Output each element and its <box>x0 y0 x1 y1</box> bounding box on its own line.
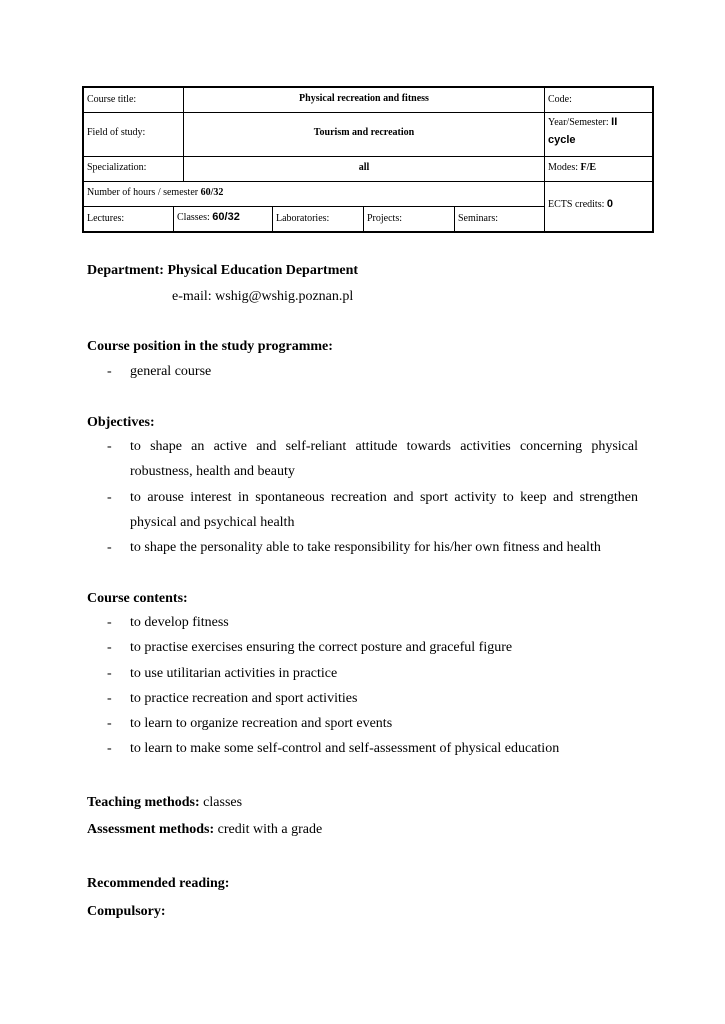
course-title-label: Course title: <box>87 94 137 105</box>
bullet: - <box>107 640 112 655</box>
classes-label: Classes: <box>177 212 210 223</box>
modes-value: F/E <box>580 162 597 173</box>
ects <box>548 198 613 211</box>
bullet: - <box>107 615 112 630</box>
course-contents-heading: Course contents: <box>87 591 188 606</box>
lectures-label: Lectures: <box>87 213 125 224</box>
bullet: - <box>107 439 112 454</box>
code-label: Code: <box>548 94 572 105</box>
department-label: Department: <box>87 263 164 278</box>
bullet: - <box>107 666 112 681</box>
department-heading <box>87 262 358 280</box>
field-of-study: Tourism and recreation <box>313 127 415 138</box>
year-semester <box>548 116 648 151</box>
hours-value: 60/32 <box>200 187 224 198</box>
bullet: - <box>107 364 112 379</box>
ects-value: 0 <box>606 198 614 210</box>
list-item: to practise exercises ensuring the correct posture and graceful figure <box>130 640 513 655</box>
department-name: Physical Education Department <box>167 263 359 278</box>
list-item: to learn to organize recreation and sport events <box>130 716 393 731</box>
bullet: - <box>107 691 112 706</box>
course-title: Physical recreation and fitness <box>299 93 429 104</box>
modes-label: Modes: <box>548 162 578 173</box>
table-divider <box>454 206 455 231</box>
list-item: general course <box>130 364 212 379</box>
table-divider <box>544 88 545 231</box>
list-item-continuation: physical and psychical health <box>130 515 295 530</box>
field-of-study-label: Field of study: <box>87 127 146 138</box>
hours-label: Number of hours / semester <box>87 187 199 198</box>
table-divider <box>363 206 364 231</box>
year-cycle: cycle <box>548 134 576 146</box>
assessment-methods-label: Assessment methods: <box>87 822 215 837</box>
table-divider <box>84 156 652 157</box>
table-divider <box>84 206 544 207</box>
list-item: to develop fitness <box>130 615 229 630</box>
list-item: to shape the personality able to take responsibility for his/her own fitness and health <box>130 540 601 555</box>
teaching-methods-value: classes <box>203 795 243 810</box>
ects-label: ECTS credits: <box>548 199 605 210</box>
specialization-label: Specialization: <box>87 162 147 173</box>
projects-label: Projects: <box>367 213 402 224</box>
specialization: all <box>358 162 370 173</box>
assessment-methods-value: credit with a grade <box>217 822 323 837</box>
table-divider <box>272 206 273 231</box>
course-info-table <box>82 86 654 233</box>
bullet: - <box>107 741 112 756</box>
objectives-heading: Objectives: <box>87 415 155 430</box>
bullet: - <box>107 490 112 505</box>
recommended-reading-heading: Recommended reading: <box>87 876 230 891</box>
table-divider <box>84 181 652 182</box>
list-item-continuation: robustness, health and beauty <box>130 464 295 479</box>
department-email: e-mail: wshig@wshig.poznan.pl <box>172 289 354 304</box>
assessment-methods <box>87 821 322 839</box>
classes-value: 60/32 <box>212 211 240 223</box>
classes <box>177 211 240 224</box>
teaching-methods <box>87 794 242 812</box>
course-position-heading: Course position in the study programme: <box>87 339 333 354</box>
teaching-methods-label: Teaching methods: <box>87 795 200 810</box>
list-item: to practice recreation and sport activities <box>130 691 358 706</box>
list-item: to shape an active and self-reliant attitude towards activities concerning physical <box>130 439 638 454</box>
seminars-label: Seminars: <box>458 213 498 224</box>
hours <box>87 186 223 199</box>
list-item: to arouse interest in spontaneous recreation and sport activity to keep and strengthen <box>130 490 638 505</box>
bullet: - <box>107 540 112 555</box>
laboratories-label: Laboratories: <box>276 213 330 224</box>
modes <box>548 161 596 174</box>
list-item: to learn to make some self-control and self-assessment of physical education <box>130 741 560 756</box>
table-divider <box>84 112 652 113</box>
list-item: to use utilitarian activities in practice <box>130 666 338 681</box>
year-value: II <box>611 116 618 128</box>
year-semester-label: Year/Semester: <box>548 117 609 128</box>
compulsory-heading: Compulsory: <box>87 904 166 919</box>
table-divider <box>173 206 174 231</box>
bullet: - <box>107 716 112 731</box>
